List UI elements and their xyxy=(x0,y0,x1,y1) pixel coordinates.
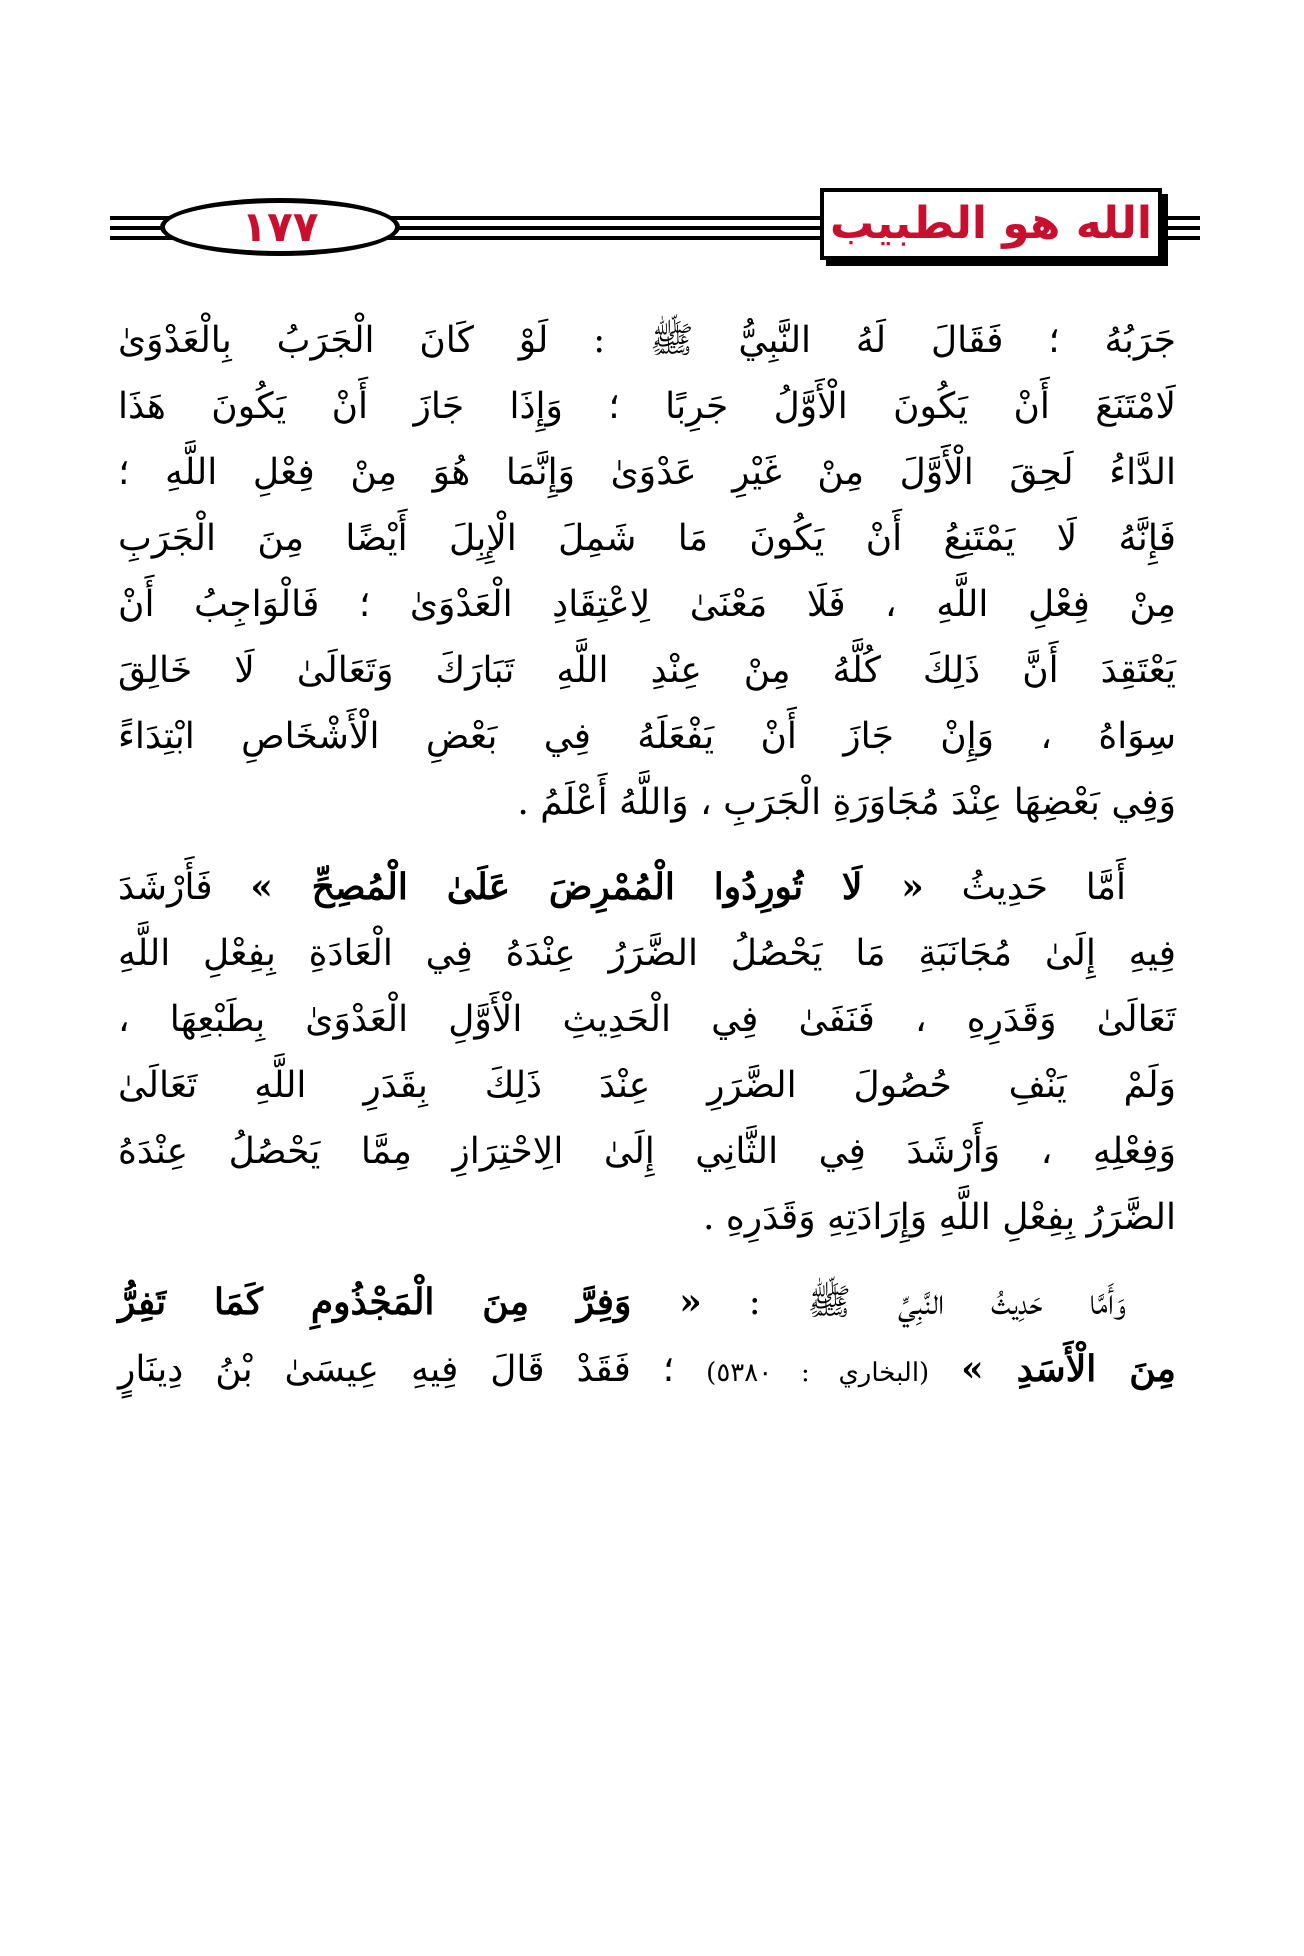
page-header xyxy=(110,188,1200,268)
paragraph-3 xyxy=(118,1269,1176,1406)
text-line: وَلَمْ يَنْفِ حُصُولَ الضَّرَرِ عِنْدَ ذَلِكَ بِقَدَرِ اللَّهِ تَعَالَىٰ xyxy=(118,1065,1176,1106)
text-line: لَامْتَنَعَ أَنْ يَكُونَ الْأَوَّلُ جَرِبًا ؛ وَإِذَا جَازَ أَنْ يَكُونَ هَذَا xyxy=(118,386,1176,427)
running-title: الله هو الطبيب xyxy=(830,198,1152,249)
page-number-oval xyxy=(160,198,400,256)
hadith-quote: « لَا تُورِدُوا الْمُمْرِضَ عَلَىٰ الْمُصِحِّ » xyxy=(250,866,924,908)
text-line: سِوَاهُ ، وَإِنْ جَازَ أَنْ يَفْعَلَهُ فِي بَعْضِ الْأَشْخَاصِ ابْتِدَاءً xyxy=(118,716,1176,757)
paragraph-2 xyxy=(118,854,1176,1251)
text-line xyxy=(118,1336,1176,1406)
text-line: فِيهِ إِلَىٰ مُجَانَبَةِ مَا يَحْصُلُ الضَّرَرُ عِنْدَهُ فِي الْعَادَةِ بِفِعْلِ اللَّهِ xyxy=(118,933,1176,974)
text-line: الضَّرَرُ بِفِعْلِ اللَّهِ وَإِرَادَتِهِ وَقَدَرِهِ . xyxy=(702,1197,1176,1238)
text-line xyxy=(118,854,1176,921)
text-segment: ؛ فَقَدْ قَالَ فِيهِ عِيسَىٰ بْنُ دِينَارٍ xyxy=(118,1349,675,1390)
text-line: جَرَبُهُ ؛ فَقَالَ لَهُ النَّبِيُّ ﷺ : لَوْ كَانَ الْجَرَبُ بِالْعَدْوَىٰ xyxy=(118,320,1176,361)
text-line: تَعَالَىٰ وَقَدَرِهِ ، فَنَفَىٰ فِي الْحَدِيثِ الْأَوَّلِ الْعَدْوَىٰ بِطَبْعِهَا ، xyxy=(118,999,1176,1040)
text-segment: فَأَرْشَدَ xyxy=(118,867,213,908)
hadith-quote: « وَفِرَّ مِنَ الْمَجْذُومِ كَمَا تَفِرُّ xyxy=(118,1281,702,1323)
page-body xyxy=(118,308,1176,1406)
text-line: وَفِي بَعْضِهَا عِنْدَ مُجَاوَرَةِ الْجَرَبِ ، وَاللَّهُ أَعْلَمُ . xyxy=(517,782,1176,823)
text-line: الدَّاءُ لَحِقَ الْأَوَّلَ مِنْ غَيْرِ عَدْوَىٰ وَإِنَّمَا هُوَ مِنْ فِعْلِ اللَّهِ ؛ xyxy=(118,452,1176,493)
paragraph-1 xyxy=(118,308,1176,836)
text-line: وَفِعْلِهِ ، وَأَرْشَدَ فِي الثَّانِي إِلَىٰ الِاحْتِرَازِ مِمَّا يَحْصُلُ عِنْدَهُ xyxy=(118,1131,1176,1172)
text-segment: وَأَمَّا حَدِيثُ النَّبِيِّ ﷺ : xyxy=(748,1282,1126,1323)
hadith-quote: مِنَ الْأَسَدِ » xyxy=(961,1348,1176,1390)
text-line: مِنْ فِعْلِ اللَّهِ ، فَلَا مَعْنَىٰ لِاعْتِقَادِ الْعَدْوَىٰ ؛ فَالْوَاجِبُ أَنْ xyxy=(118,584,1176,625)
source-reference: (البخاري : ٥٣٨٠) xyxy=(706,1358,930,1388)
text-segment: أَمَّا حَدِيثُ xyxy=(961,867,1126,908)
text-line: يَعْتَقِدَ أَنَّ ذَلِكَ كُلَّهُ مِنْ عِنْدِ اللَّهِ تَبَارَكَ وَتَعَالَىٰ لَا خَالِقَ xyxy=(118,650,1176,691)
text-line xyxy=(118,1269,1176,1336)
running-title-box xyxy=(820,188,1162,260)
text-line: فَإِنَّهُ لَا يَمْتَنِعُ أَنْ يَكُونَ مَا شَمِلَ الْإِبِلَ أَيْضًا مِنَ الْجَرَبِ xyxy=(118,518,1176,559)
page-number: ١٧٧ xyxy=(241,202,319,251)
